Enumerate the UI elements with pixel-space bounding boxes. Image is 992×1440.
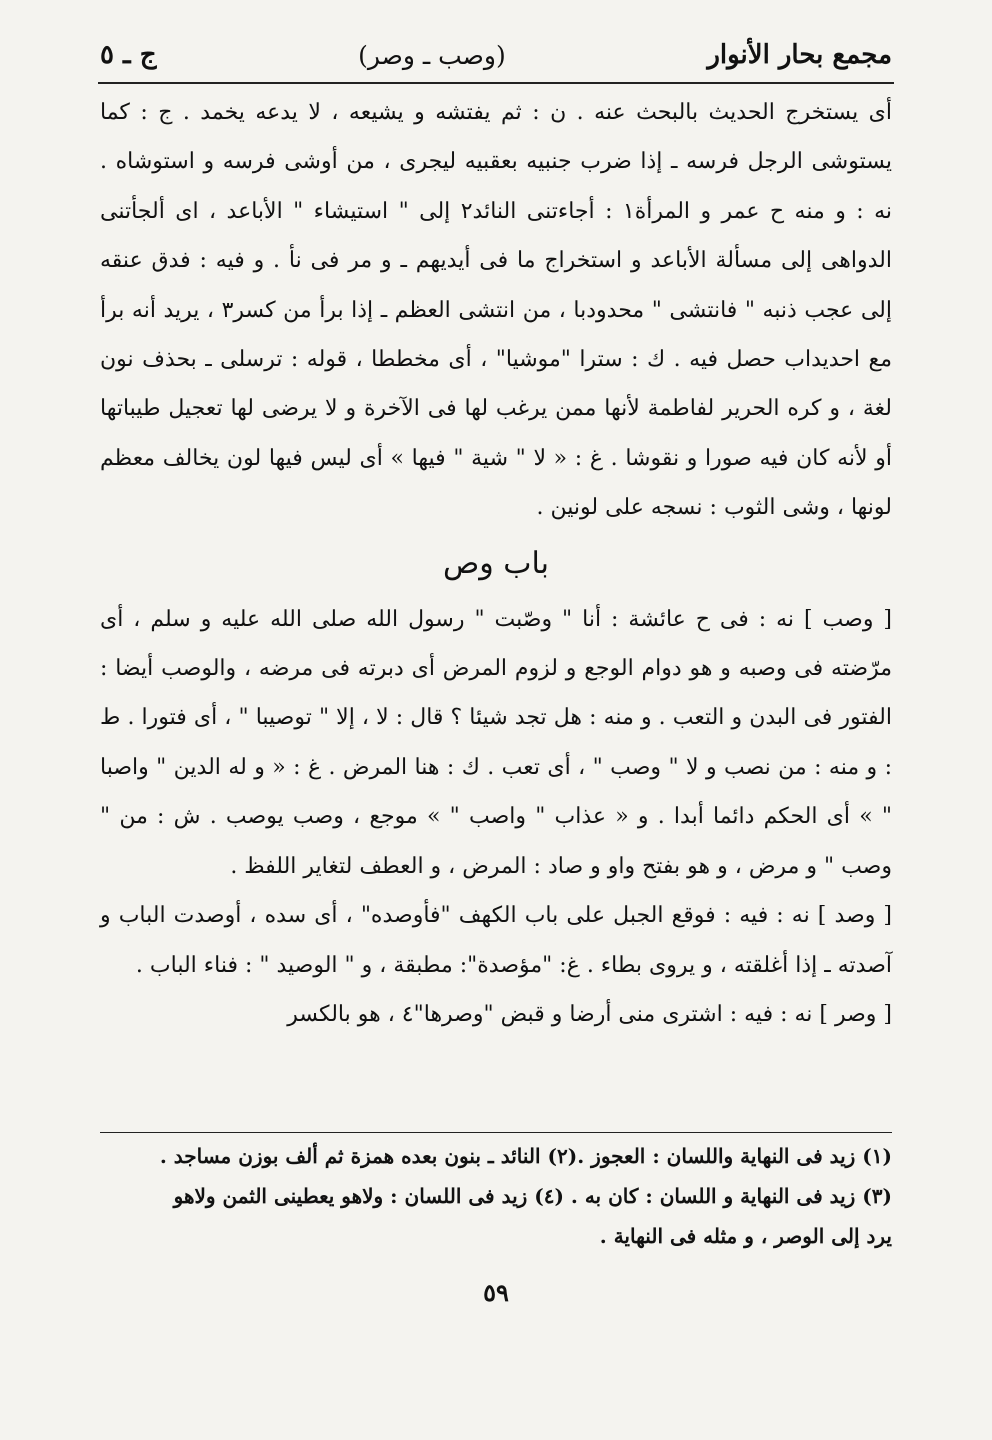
header-volume: ج ـ ٥ xyxy=(100,40,157,70)
header-book-title: مجمع بحار الأنوار xyxy=(707,40,892,70)
running-header xyxy=(100,30,892,80)
paragraph-continuation: أى يستخرج الحديث بالبحث عنه . ن : ثم يفتشه و يشيعه ، لا يدعه يخمد . ج : كما يستوشى الرجل فرسه ـ إذا ضرب جنبيه بعقبيه ليجرى ، من أوشى فرسه و استوشاه . نه : و منه ح عمر و المرأة١ : أجاءتنى النائد٢ إلى " استيشاء " الأباعد ، اى ألجأتنى الدواهى إلى مسألة الأباعد و استخراج ما فى أيديهم ـ و مر فى نأ . و فيه : فدق عنقه إلى عجب ذنبه " فانتشى " محدودبا ، من انتشى العظم ـ إذا برأ من كسر٣ ، يريد أنه برأ مع احديداب حصل فيه . ك : سترا "موشيا" ، أى مخططا ، قوله : ترسلى ـ بحذف نون لغة ، و كره الحرير لفاطمة لأنها ممن يرغب لها فى الآخرة و لا يرضى لها تعجيل طيباتها أو لأنه كان فيه صورا و نقوشا . غ : « لا " شية " فيها » أى ليس فيها لون يخالف معظم لونها ، وشى الثوب : نسجه على لونين . xyxy=(100,100,892,521)
entry-wasad: [ وصد ] نه : فيه : فوقع الجبل على باب الكهف "فأوصده" ، أى سده ، أوصدت الباب و آصدته ـ إذا أغلقته ، و يروى بطاء . غ: "مؤصدة": مطبقة ، و " الوصيد " : فناء الباب . xyxy=(100,903,892,978)
entry-wasar: [ وصر ] نه : فيه : اشترى منى أرضا و قبض "وصرها"٤ ، هو بالكسر xyxy=(287,1001,892,1027)
footnote-line: (٣) زيد فى النهاية و اللسان : كان به . (٤) زيد فى اللسان : ولاهو يعطينى الثمن ولاهو xyxy=(173,1184,892,1208)
footnotes xyxy=(100,1136,892,1256)
header-section-range: (وصب ـ وصر) xyxy=(358,40,506,70)
footnote-line: يرد إلى الوصر ، و مثله فى النهاية . xyxy=(599,1224,892,1248)
footnote-line: (١) زيد فى النهاية واللسان : العجوز .(٢) النائد ـ بنون بعده همزة ثم ألف بوزن مساجد . xyxy=(159,1144,892,1168)
page-number: ٥٩ xyxy=(483,1278,509,1307)
main-text xyxy=(100,88,892,1039)
footnote-rule xyxy=(100,1132,892,1133)
entry-wasab: [ وصب ] نه : فى ح عائشة : أنا " وصّبت " رسول الله صلى الله عليه و سلم ، أى مرّضته فى وصبه و هو دوام الوجع و لزوم المرض أى دبرته فى مرضه ، والوصب أيضا : الفتور فى البدن و التعب . و منه : هل تجد شيئا ؟ قال : لا ، إلا " توصيبا " ، أى فتورا . ط : و منه : من نصب و لا " وصب " ، أى تعب . ك : هنا المرض . غ : « و له الدين " واصبا " » أى الحكم دائما أبدا . و « عذاب " واصب " » موجع ، وصب يوصب . ش : من " وصب " و مرض ، و هو بفتح واو و صاد : المرض ، و العطف لتغاير اللفظ . xyxy=(100,606,892,879)
header-rule xyxy=(98,82,894,84)
section-heading: باب وص xyxy=(442,545,550,581)
